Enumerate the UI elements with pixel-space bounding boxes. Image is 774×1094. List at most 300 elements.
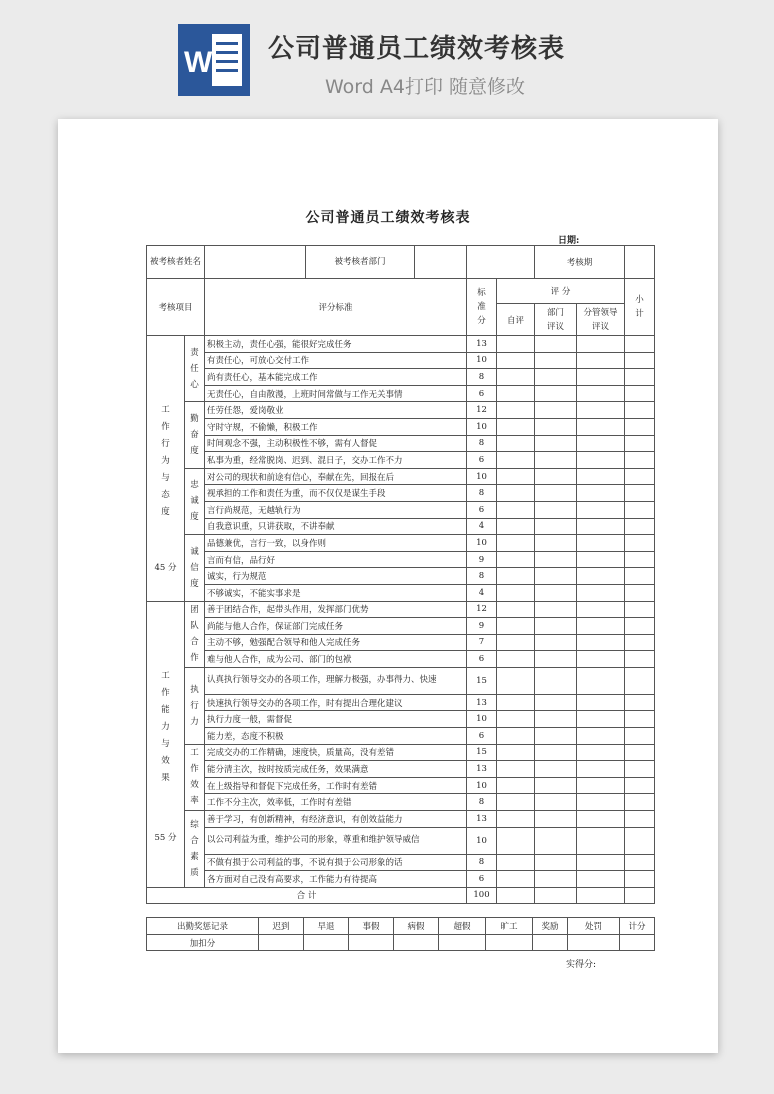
standard-score: 8 — [467, 854, 497, 871]
dept-score-cell[interactable] — [535, 551, 577, 568]
subtotal-cell[interactable] — [625, 601, 655, 618]
self-score-cell[interactable] — [497, 777, 535, 794]
svg-text:W: W — [184, 46, 213, 79]
self-score-cell[interactable] — [497, 601, 535, 618]
self-score-cell[interactable] — [497, 501, 535, 518]
dept-score-cell[interactable] — [535, 618, 577, 635]
standard-score: 7 — [467, 634, 497, 651]
criteria-row — [147, 369, 655, 386]
self-score-cell[interactable] — [497, 634, 535, 651]
criteria-text: 对公司的现状和前途有信心，奉献在先，回报在后 — [205, 468, 467, 485]
dept-score-cell[interactable] — [535, 336, 577, 353]
self-score-cell[interactable] — [497, 336, 535, 353]
subtotal-cell[interactable] — [625, 535, 655, 552]
self-score-cell[interactable] — [497, 485, 535, 502]
standard-score: 10 — [467, 418, 497, 435]
standard-score: 6 — [467, 728, 497, 745]
attendance-value-cell[interactable] — [620, 935, 655, 951]
leader-score-cell[interactable] — [577, 435, 625, 452]
self-score-cell[interactable] — [497, 402, 535, 419]
dept-score-cell[interactable] — [535, 385, 577, 402]
dept-score-cell[interactable] — [535, 827, 577, 854]
criteria-row — [147, 601, 655, 618]
document-title: 公司普通员工绩效考核表 — [305, 210, 471, 226]
subtotal-cell[interactable] — [625, 336, 655, 353]
criteria-row — [147, 667, 655, 694]
criteria-text: 无责任心，自由散漫，上班时间常做与工作无关事情 — [205, 385, 467, 402]
leader-score-cell[interactable] — [577, 402, 625, 419]
attendance-column-header: 病假 — [394, 918, 439, 935]
criteria-text: 完成交办的工作精确，速度快，质量高，没有差错 — [205, 744, 467, 761]
self-score-cell[interactable] — [497, 435, 535, 452]
self-score-cell[interactable] — [497, 871, 535, 888]
subtotal-cell[interactable] — [625, 871, 655, 888]
criteria-row — [147, 811, 655, 828]
dept-score-cell[interactable] — [535, 518, 577, 535]
dept-score-cell[interactable] — [535, 418, 577, 435]
dept-score-cell[interactable] — [535, 452, 577, 469]
final-score-label: 实得分: — [566, 960, 597, 970]
dept-score-cell[interactable] — [535, 811, 577, 828]
leader-score-cell[interactable] — [577, 501, 625, 518]
examinee-dept-field[interactable] — [415, 246, 466, 278]
standard-score: 8 — [467, 568, 497, 585]
period-field[interactable] — [625, 246, 655, 279]
dept-score-cell[interactable] — [535, 711, 577, 728]
dept-score-cell[interactable] — [535, 435, 577, 452]
subtotal-cell[interactable] — [625, 667, 655, 694]
item-header: 考核项目 — [147, 279, 205, 336]
subgroup-cell — [185, 744, 205, 810]
group-cell — [147, 336, 185, 602]
subgroup-cell — [185, 535, 205, 601]
subtotal-cell[interactable] — [625, 634, 655, 651]
dept-score-cell[interactable] — [535, 352, 577, 369]
leader-score-cell[interactable] — [577, 761, 625, 778]
leader-header: 分管领导评议 — [577, 304, 625, 336]
subgroup-cell — [185, 402, 205, 468]
total-blank-cell[interactable] — [625, 887, 655, 903]
criteria-text: 各方面对自己没有高要求，工作能力有待提高 — [205, 871, 467, 888]
total-blank-cell[interactable] — [535, 887, 577, 903]
dept-score-cell[interactable] — [535, 854, 577, 871]
subgroup-name: 综合素质 — [190, 819, 199, 878]
leader-score-cell[interactable] — [577, 584, 625, 601]
attendance-value-cell[interactable] — [304, 935, 349, 951]
leader-score-cell[interactable] — [577, 794, 625, 811]
criteria-text: 工作不分主次，效率低，工作时有差错 — [205, 794, 467, 811]
examinee-name-field[interactable] — [205, 246, 306, 278]
attendance-column-header: 迟到 — [259, 918, 304, 935]
standard-score: 8 — [467, 485, 497, 502]
dept-score-cell[interactable] — [535, 794, 577, 811]
self-score-cell[interactable] — [497, 535, 535, 552]
subtotal-cell[interactable] — [625, 618, 655, 635]
criteria-row — [147, 761, 655, 778]
attendance-value-cell[interactable] — [486, 935, 533, 951]
leader-score-cell[interactable] — [577, 694, 625, 711]
dept-score-cell[interactable] — [535, 634, 577, 651]
header-subtitle: Word A4打印 随意修改 — [325, 76, 526, 98]
subtotal-cell[interactable] — [625, 694, 655, 711]
standard-score: 10 — [467, 777, 497, 794]
leader-score-cell[interactable] — [577, 728, 625, 745]
standard-score: 6 — [467, 452, 497, 469]
criteria-row — [147, 777, 655, 794]
total-label: 合 计 — [147, 887, 467, 903]
criteria-row — [147, 728, 655, 745]
subtotal-cell[interactable] — [625, 385, 655, 402]
leader-score-cell[interactable] — [577, 568, 625, 585]
leader-score-cell[interactable] — [577, 385, 625, 402]
header-title: 公司普通员工绩效考核表 — [268, 34, 566, 64]
subtotal-cell[interactable] — [625, 777, 655, 794]
criteria-text: 尚有责任心，基本能完成工作 — [205, 369, 467, 386]
standard-score: 13 — [467, 761, 497, 778]
criteria-text: 言行尚规范，无越轨行为 — [205, 501, 467, 518]
attendance-column-header: 处罚 — [568, 918, 620, 935]
criteria-text: 快速执行领导交办的各项工作，时有提出合理化建议 — [205, 694, 467, 711]
subtotal-cell[interactable] — [625, 485, 655, 502]
subtotal-cell[interactable] — [625, 711, 655, 728]
self-score-cell[interactable] — [497, 827, 535, 854]
criteria-text: 诚实，行为规范 — [205, 568, 467, 585]
criteria-text: 主动不够，勉强配合领导和他人完成任务 — [205, 634, 467, 651]
criteria-text: 时间观念不强，主动积极性不够，需有人督促 — [205, 435, 467, 452]
dept-score-cell[interactable] — [535, 369, 577, 386]
leader-score-cell[interactable] — [577, 711, 625, 728]
leader-score-cell[interactable] — [577, 551, 625, 568]
examinee-name-label: 被考核者姓名 — [147, 246, 205, 279]
self-score-cell[interactable] — [497, 418, 535, 435]
standard-header: 标准分 — [467, 279, 497, 336]
self-score-cell[interactable] — [497, 761, 535, 778]
subgroup-cell — [185, 667, 205, 744]
criteria-text: 善于学习，有创新精神，有经济意识，有创效益能力 — [205, 811, 467, 828]
criteria-row — [147, 435, 655, 452]
leader-score-cell[interactable] — [577, 418, 625, 435]
leader-score-cell[interactable] — [577, 485, 625, 502]
attendance-column-header: 超假 — [439, 918, 486, 935]
leader-score-cell[interactable] — [577, 352, 625, 369]
self-score-cell[interactable] — [497, 468, 535, 485]
standard-score: 10 — [467, 535, 497, 552]
leader-score-cell[interactable] — [577, 634, 625, 651]
leader-score-cell[interactable] — [577, 452, 625, 469]
criteria-row — [147, 584, 655, 601]
dept-score-cell[interactable] — [535, 584, 577, 601]
attendance-column-header: 早退 — [304, 918, 349, 935]
attendance-value-cell[interactable] — [568, 935, 620, 951]
standard-score: 8 — [467, 794, 497, 811]
dept-score-cell[interactable] — [535, 501, 577, 518]
self-score-cell[interactable] — [497, 551, 535, 568]
subgroup-name: 工作效率 — [190, 748, 199, 807]
criteria-text: 有责任心，可放心交付工作 — [205, 352, 467, 369]
standard-score: 8 — [467, 369, 497, 386]
leader-score-cell[interactable] — [577, 535, 625, 552]
total-blank-cell[interactable] — [497, 887, 535, 903]
attendance-column-header: 奖励 — [533, 918, 568, 935]
criteria-row — [147, 551, 655, 568]
subtotal-cell[interactable] — [625, 854, 655, 871]
subtotal-cell[interactable] — [625, 568, 655, 585]
standard-score: 15 — [467, 744, 497, 761]
group-cell — [147, 601, 185, 887]
subgroup-name: 勤奋度 — [190, 414, 199, 457]
attendance-value-cell[interactable] — [394, 935, 439, 951]
dept-score-cell[interactable] — [535, 744, 577, 761]
total-score: 100 — [467, 887, 497, 903]
criteria-row — [147, 794, 655, 811]
self-score-cell[interactable] — [497, 385, 535, 402]
attendance-label: 出勤奖惩记录 — [147, 918, 259, 935]
self-score-cell[interactable] — [497, 584, 535, 601]
criteria-row — [147, 535, 655, 552]
self-score-cell[interactable] — [497, 618, 535, 635]
criteria-text: 私事为重，经常脱岗、迟到、混日子，交办工作不力 — [205, 452, 467, 469]
criteria-text: 以公司利益为重，维护公司的形象，尊重和维护领导威信 — [205, 827, 467, 854]
leader-score-cell[interactable] — [577, 651, 625, 668]
standard-score: 6 — [467, 385, 497, 402]
leader-score-cell[interactable] — [577, 369, 625, 386]
dept-score-cell[interactable] — [535, 777, 577, 794]
dept-score-cell[interactable] — [535, 667, 577, 694]
subgroup-cell — [185, 811, 205, 888]
standard-score: 13 — [467, 694, 497, 711]
criteria-row — [147, 827, 655, 854]
subgroup-name: 责任心 — [190, 347, 199, 390]
standard-score: 10 — [467, 468, 497, 485]
criteria-row — [147, 694, 655, 711]
total-row — [147, 887, 655, 903]
criteria-text: 执行力度一般，需督促 — [205, 711, 467, 728]
criteria-text: 不够诚实，不能实事求是 — [205, 584, 467, 601]
criteria-row — [147, 485, 655, 502]
criteria-text: 积极主动，责任心强，能很好完成任务 — [205, 336, 467, 353]
dept-score-cell[interactable] — [535, 468, 577, 485]
subtotal-cell[interactable] — [625, 827, 655, 854]
criteria-row — [147, 352, 655, 369]
subtotal-cell[interactable] — [625, 435, 655, 452]
subtotal-cell[interactable] — [625, 551, 655, 568]
score-header: 评 分 — [497, 279, 625, 304]
attendance-table — [146, 917, 655, 951]
group-points: 55 分 — [154, 832, 177, 843]
deduct-label: 加扣分 — [147, 935, 259, 951]
criteria-row — [147, 651, 655, 668]
subtotal-cell[interactable] — [625, 369, 655, 386]
standard-score: 8 — [467, 435, 497, 452]
standard-score: 4 — [467, 518, 497, 535]
criteria-text: 言而有信，品行好 — [205, 551, 467, 568]
attendance-column-header: 事假 — [349, 918, 394, 935]
criteria-text: 难与他人合作，成为公司、部门的包袱 — [205, 651, 467, 668]
criteria-row — [147, 402, 655, 419]
standard-score: 6 — [467, 501, 497, 518]
leader-score-cell[interactable] — [577, 744, 625, 761]
subtotal-cell[interactable] — [625, 651, 655, 668]
attendance-value-cell[interactable] — [439, 935, 486, 951]
criteria-row — [147, 871, 655, 888]
self-score-cell[interactable] — [497, 854, 535, 871]
self-score-cell[interactable] — [497, 518, 535, 535]
subtotal-cell[interactable] — [625, 352, 655, 369]
standard-score: 12 — [467, 402, 497, 419]
self-score-cell[interactable] — [497, 694, 535, 711]
dept-score-cell[interactable] — [535, 761, 577, 778]
standard-score: 4 — [467, 584, 497, 601]
criteria-row — [147, 418, 655, 435]
self-header: 自评 — [497, 304, 535, 336]
criteria-text: 任劳任怨，爱岗敬业 — [205, 402, 467, 419]
leader-score-cell[interactable] — [577, 601, 625, 618]
criteria-row — [147, 744, 655, 761]
self-score-cell[interactable] — [497, 369, 535, 386]
assessment-table — [146, 245, 655, 904]
criteria-row — [147, 468, 655, 485]
subtotal-cell[interactable] — [625, 744, 655, 761]
dept-score-cell[interactable] — [535, 568, 577, 585]
dept-header: 部门评议 — [535, 304, 577, 336]
preview-header — [0, 0, 774, 118]
subtotal-header: 小计 — [625, 279, 655, 336]
leader-score-cell[interactable] — [577, 827, 625, 854]
dept-score-cell[interactable] — [535, 601, 577, 618]
subtotal-cell[interactable] — [625, 761, 655, 778]
standard-score: 15 — [467, 667, 497, 694]
group-name: 工作能力与效果 — [161, 670, 170, 783]
total-blank-cell[interactable] — [577, 887, 625, 903]
attendance-value-cell[interactable] — [533, 935, 568, 951]
criteria-text: 自我意识重，只讲获取，不讲奉献 — [205, 518, 467, 535]
self-score-cell[interactable] — [497, 352, 535, 369]
criteria-text: 善于团结合作，起带头作用，发挥部门优势 — [205, 601, 467, 618]
self-score-cell[interactable] — [497, 651, 535, 668]
subtotal-cell[interactable] — [625, 418, 655, 435]
criteria-row — [147, 518, 655, 535]
leader-score-cell[interactable] — [577, 854, 625, 871]
subtotal-cell[interactable] — [625, 452, 655, 469]
attendance-value-cell[interactable] — [349, 935, 394, 951]
leader-score-cell[interactable] — [577, 518, 625, 535]
document-page — [58, 119, 718, 1053]
criteria-text: 在上级指导和督促下完成任务，工作时有差错 — [205, 777, 467, 794]
subgroup-name: 忠诚度 — [190, 480, 199, 523]
criteria-text: 视承担的工作和责任为重，而不仅仅是谋生手段 — [205, 485, 467, 502]
subgroup-name: 执行力 — [190, 684, 199, 727]
criteria-text: 不做有损于公司利益的事，不说有损于公司形象的话 — [205, 854, 467, 871]
group-name: 工作行为与态度 — [161, 405, 170, 517]
subgroup-name: 团队合作 — [190, 605, 199, 664]
standard-score: 6 — [467, 651, 497, 668]
criteria-row — [147, 336, 655, 353]
leader-score-cell[interactable] — [577, 777, 625, 794]
dept-score-cell[interactable] — [535, 402, 577, 419]
self-score-cell[interactable] — [497, 744, 535, 761]
examinee-dept-label: 被考核者部门 — [306, 246, 415, 278]
self-score-cell[interactable] — [497, 568, 535, 585]
attendance-column-header: 旷工 — [486, 918, 533, 935]
blank-cell[interactable] — [467, 246, 535, 279]
leader-score-cell[interactable] — [577, 468, 625, 485]
subgroup-cell — [185, 336, 205, 402]
self-score-cell[interactable] — [497, 728, 535, 745]
self-score-cell[interactable] — [497, 794, 535, 811]
subgroup-cell — [185, 468, 205, 534]
subtotal-cell[interactable] — [625, 584, 655, 601]
subtotal-cell[interactable] — [625, 811, 655, 828]
standard-score: 9 — [467, 618, 497, 635]
criteria-row — [147, 854, 655, 871]
dept-score-cell[interactable] — [535, 871, 577, 888]
criteria-header: 评分标准 — [205, 279, 467, 336]
self-score-cell[interactable] — [497, 811, 535, 828]
standard-score: 6 — [467, 871, 497, 888]
self-score-cell[interactable] — [497, 667, 535, 694]
group-points: 45 分 — [154, 563, 177, 573]
word-document-icon — [178, 24, 250, 96]
self-score-cell[interactable] — [497, 452, 535, 469]
dept-score-cell[interactable] — [535, 728, 577, 745]
dept-score-cell[interactable] — [535, 694, 577, 711]
criteria-row — [147, 634, 655, 651]
standard-score: 10 — [467, 352, 497, 369]
leader-score-cell[interactable] — [577, 667, 625, 694]
dept-score-cell[interactable] — [535, 485, 577, 502]
standard-score: 10 — [467, 711, 497, 728]
attendance-value-cell[interactable] — [259, 935, 304, 951]
criteria-row — [147, 452, 655, 469]
criteria-text: 品德兼优，言行一致，以身作则 — [205, 535, 467, 552]
standard-score: 13 — [467, 336, 497, 353]
standard-score: 10 — [467, 827, 497, 854]
subgroup-name: 诚信度 — [190, 546, 199, 589]
subtotal-cell[interactable] — [625, 794, 655, 811]
standard-score: 13 — [467, 811, 497, 828]
criteria-row — [147, 501, 655, 518]
standard-score: 9 — [467, 551, 497, 568]
dept-score-cell[interactable] — [535, 651, 577, 668]
subtotal-cell[interactable] — [625, 728, 655, 745]
criteria-row — [147, 618, 655, 635]
subtotal-cell[interactable] — [625, 518, 655, 535]
leader-score-cell[interactable] — [577, 871, 625, 888]
criteria-text: 认真执行领导交办的各项工作，理解力极强，办事得力、快速 — [205, 667, 467, 694]
date-label: 日期: — [558, 236, 580, 246]
criteria-row — [147, 711, 655, 728]
criteria-text: 尚能与他人合作，保证部门完成任务 — [205, 618, 467, 635]
criteria-text: 能分清主次，按时按质完成任务，效果满意 — [205, 761, 467, 778]
dept-score-cell[interactable] — [535, 535, 577, 552]
subtotal-cell[interactable] — [625, 468, 655, 485]
subgroup-cell — [185, 601, 205, 667]
leader-score-cell[interactable] — [577, 618, 625, 635]
criteria-text: 能力差，态度不积极 — [205, 728, 467, 745]
examinee-info-cell — [205, 246, 467, 279]
criteria-row — [147, 568, 655, 585]
self-score-cell[interactable] — [497, 711, 535, 728]
subtotal-cell[interactable] — [625, 501, 655, 518]
criteria-row — [147, 385, 655, 402]
criteria-text: 守时守规，不偷懒，积极工作 — [205, 418, 467, 435]
leader-score-cell[interactable] — [577, 811, 625, 828]
subtotal-cell[interactable] — [625, 402, 655, 419]
attendance-column-header: 计分 — [620, 918, 655, 935]
leader-score-cell[interactable] — [577, 336, 625, 353]
period-label: 考核期 — [535, 246, 625, 279]
standard-score: 12 — [467, 601, 497, 618]
